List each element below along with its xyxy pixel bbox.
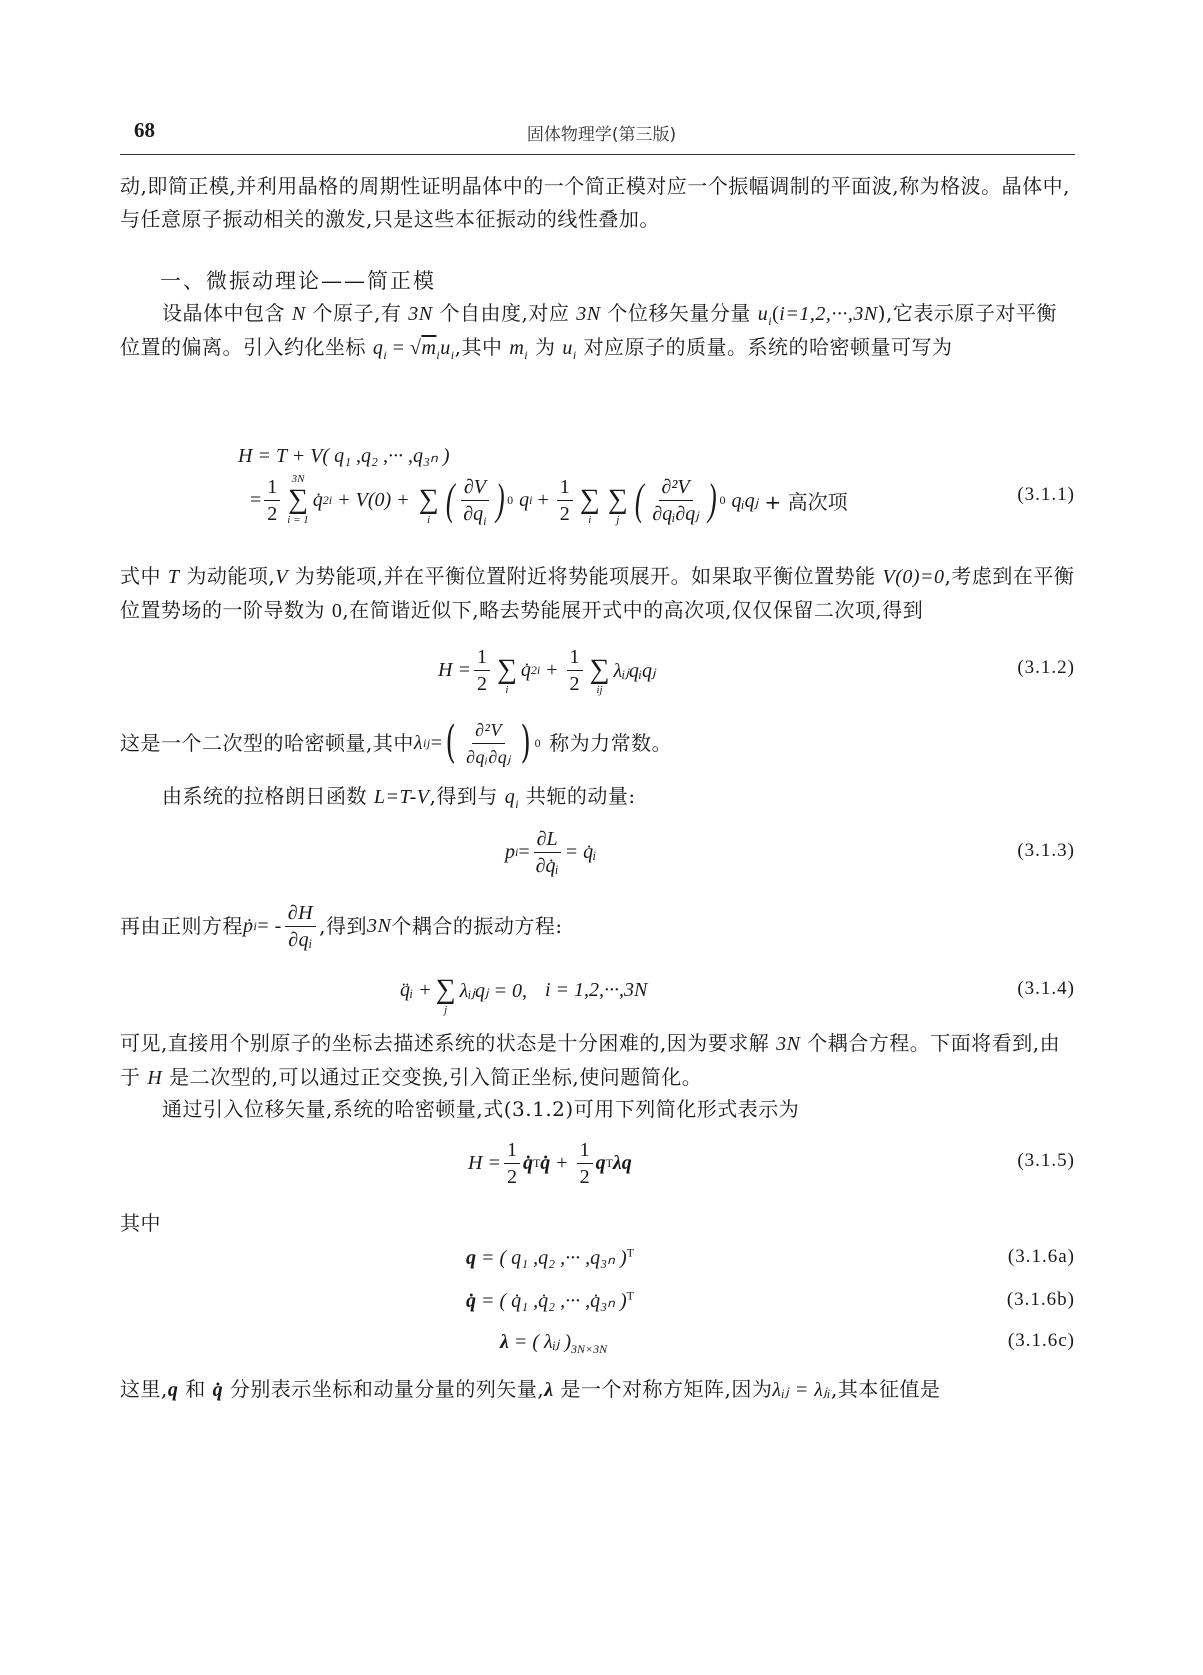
symbol-u: u [562, 337, 573, 359]
equation-3-1-5: H = $\frac{1}{2}$ q̇ T q̇ + $\frac{1}{2}$ q T λq [468, 1138, 632, 1188]
fraction-dV-dq: $\frac{\partial V}{\partial q_i}$ [460, 474, 489, 527]
text: 个位移矢量分量 [600, 301, 758, 325]
paragraph-symmetric-matrix: 这里,q 和 q̇ 分别表示坐标和动量分量的列矢量,λ 是一个对称方矩阵,因为λᵢⱼ = λⱼᵢ,其本征值是 [120, 1377, 941, 1401]
text: 为 [528, 335, 563, 359]
equation-number: (3.1.5) [1017, 1150, 1075, 1171]
symbol-u: u [440, 337, 451, 359]
equation-3-1-3: p i = $\frac{\partial L}{\text{∂q̇ᵢ}}$ = q̇ᵢ [505, 827, 597, 877]
equation-number: (3.1.6c) [1007, 1330, 1075, 1351]
equation-number: (3.1.3) [1017, 840, 1075, 861]
text: ( [772, 303, 780, 325]
symbol-m: m [509, 337, 525, 359]
summation: 3N ∑ i = 1 [287, 473, 309, 526]
equation-3-1-6c: λ = ( λᵢⱼ )$_{3N\times 3N}$ [500, 1331, 608, 1356]
paragraph-vector-form: 通过引入位移矢量,系统的哈密顿量,式(3.1.2)可用下列简化形式表示为 [162, 1097, 800, 1121]
symbol-3N: 3N [576, 303, 601, 325]
section-heading: 一、微振动理论——简正模 [160, 269, 436, 293]
fraction-half: $\frac{1}{2}$ [264, 474, 280, 527]
equation-number: (3.1.4) [1017, 978, 1075, 999]
paragraph-expansion: 式中 T 为动能项,V 为势能项,并在平衡位置附近将势能项展开。如果取平衡位置势能 V(0)=0,考虑到在平衡位置势场的一阶导数为 0,在简谐近似下,略去势能展开式中的高次项,仅仅保留二次项,得到 [120, 564, 1075, 622]
fraction-half: $\frac{1}{2}$ [557, 474, 573, 527]
summation: ∑ j [607, 484, 628, 526]
summation: ∑ i [418, 484, 439, 526]
equals: = [250, 488, 262, 511]
subscript-i: i [768, 314, 773, 328]
text: = √ [387, 337, 422, 359]
intro-paragraph: 动,即简正模,并利用晶格的周期性证明晶体中的一个简正模对应一个振幅调制的平面波,称为格波。晶体中,与任意原子振动相关的激发,只是这些本征振动的线性叠加。 [120, 174, 1070, 231]
equation-number: (3.1.6b) [1006, 1289, 1075, 1310]
equation-3-1-6a: q = ( q₁ ,q₂ ,··· ,q₃ₙ )$^T$ [466, 1245, 634, 1269]
symbol-N: N [291, 303, 306, 325]
paragraph-difficulty: 可见,直接用个别原子的坐标去描述系统的状态是十分困难的,因为要求解 3N 个耦合方程。下面将看到,由于 H 是二次型的,可以通过正交变换,引入简正坐标,使问题简化。 [120, 1031, 1061, 1089]
q-dot: q̇ [312, 488, 323, 511]
equation-number: (3.1.6a) [1007, 1246, 1075, 1267]
paragraph-lagrangian: 由系统的拉格朗日函数 L=T-V,得到与 $q_i$ 共轭的动量: [162, 784, 636, 811]
page-number: 68 [134, 118, 155, 142]
paragraph-where: 其中 [120, 1211, 161, 1235]
text: ),它表示原子对平衡位置的偏离。引入约化坐标 [120, 301, 1057, 359]
text: ,其中 [454, 335, 510, 359]
text: 个自由度,对应 [432, 301, 577, 325]
paragraph-canonical: 再由正则方程 ṗ i = - $\frac{\partial H}{\text{∂qᵢ}}$ ,得到 3N 个耦合的振动方程: [120, 901, 563, 951]
text: 设晶体中包含 [162, 301, 292, 325]
v-zero-term: + V(0) + [332, 488, 415, 511]
symbol-m: m [421, 337, 437, 359]
symbol-3N: 3N [408, 303, 433, 325]
paragraph-force-constant: 这是一个二次型的哈密顿量,其中 λ ij = ( $\frac{\text{∂²V}}{\text{∂qᵢ∂qⱼ}}$ ) 0 称为力常数。 [120, 717, 673, 768]
equation-number: (3.1.1) [1017, 484, 1075, 505]
index-range: i=1,2,···,3N [779, 303, 878, 325]
text: 个原子,有 [305, 301, 409, 325]
equation-3-1-2: H = $\frac{1}{2}$ ∑ i q̇ 2 i + $\frac{1}{2}$ ∑ ij λᵢⱼqᵢqⱼ [438, 645, 656, 696]
symbol-u: u [757, 303, 769, 325]
equation-number: (3.1.2) [1017, 657, 1075, 678]
symbol-q: q [372, 337, 384, 359]
text: 对应原子的质量。系统的哈密顿量可写为 [576, 335, 953, 359]
equation-3-1-6b: q̇ = ( q̇₁ ,q̇₂ ,··· ,q̇₃ₙ )$^T$ [466, 1288, 634, 1312]
equation-3-1-1-line1: H = T + V( q₁ ,q₂ ,··· ,q₃ₙ ) [238, 445, 450, 467]
fraction-d2V: $\frac{\text{∂²V}}{\text{∂qᵢ∂qⱼ}}$ [652, 475, 699, 525]
header-rule [120, 154, 1075, 155]
paragraph-definitions: 设晶体中包含 N 个原子,有 3N 个自由度,对应 3N 个位移矢量分量 $u_i(i=1,2,\cdot\cdot\cdot,3N)$,它表示原子对平衡位置的偏离。引入约化坐标 $q_i = √m_iu_i$,其中 $m_i$ 为 $u_i$ 对应原子的质量。系统的哈密顿量可写为 [120, 301, 1057, 362]
equation-3-1-1-line2: = $\frac{1}{2}$ 3N ∑ i = 1 q̇ 2 i + V(0) + ∑ i ( $\frac{\partial V}{\partial q_i}$ ) 0 q i + $\frac{1}{2}$ ∑ i ∑ j ( $\frac{\text{∂²V}}{\text{∂qᵢ∂qⱼ}}$ ) 0 qᵢqⱼ + 高次项 [250, 473, 848, 528]
running-title: 固体物理学(第三版) [526, 125, 677, 145]
summation: ∑ i [579, 484, 600, 526]
equation-3-1-4: q̈ᵢ + ∑ j λᵢⱼqⱼ = 0, i = 1,2,···,3N [400, 974, 648, 1016]
